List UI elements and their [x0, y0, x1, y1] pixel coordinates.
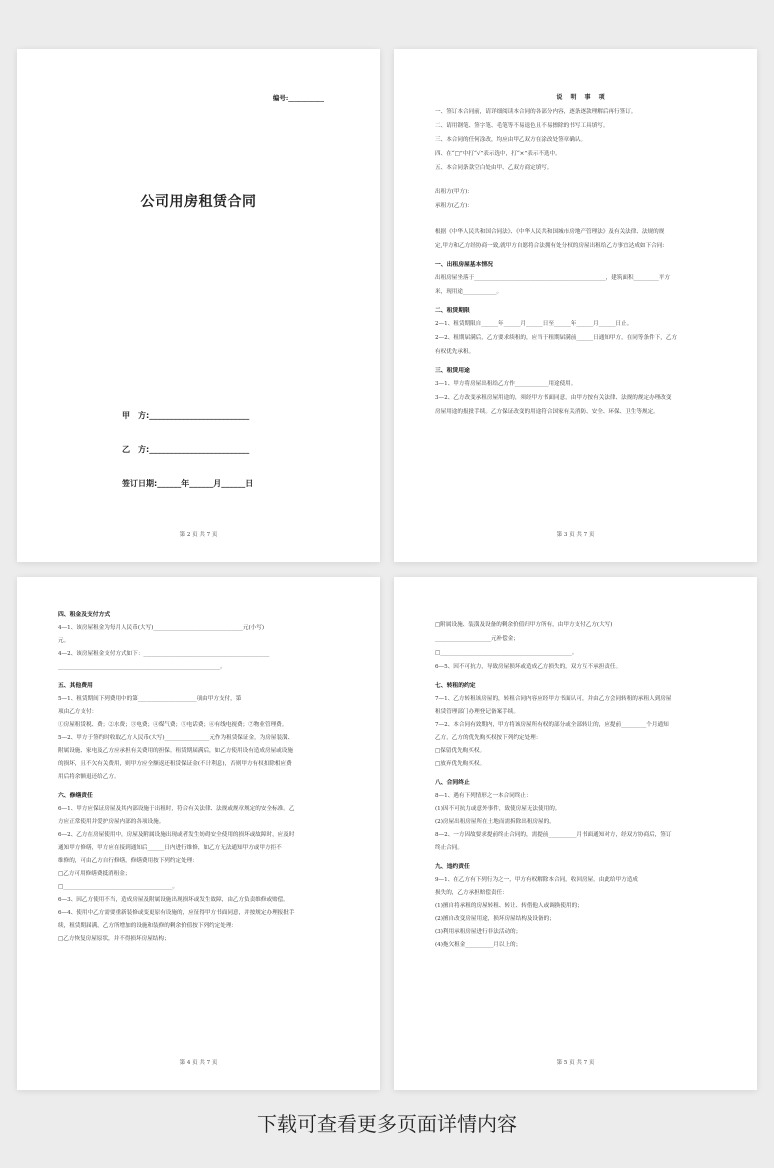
section-heading: 七、转租的约定 [435, 683, 476, 689]
text-line: □放弃优先购买权。 [435, 761, 486, 767]
section-body [58, 695, 352, 781]
page-footer: 第 3 页 共 7 页 [556, 532, 595, 538]
text-line: 项由乙方支付： [58, 709, 98, 715]
lessor-label: 出租方(甲方)： [435, 189, 473, 195]
party-a-line: 甲 方:_________________________ [122, 411, 250, 420]
section-body [435, 792, 729, 852]
text-line: (2)擅自改变房屋用途，损坏房屋结构及设备的； [435, 916, 555, 922]
text-line: 米，现用途____________。 [435, 289, 503, 295]
text-line: □_______________________________________________。 [435, 650, 578, 656]
contract-title: 公司用房租赁合同 [140, 194, 257, 210]
text-line: 6—4、使用中乙方需要重新装修或变更原有设施的，应征得甲方书面同意，并按规定办理报批手 [58, 910, 295, 916]
text-line: __________________________________________________________。 [58, 664, 226, 670]
contract-number-label: 编号:___________ [272, 94, 324, 102]
notes-title: 说 明 事 项 [556, 94, 608, 101]
text-line: 附属设施、家电及乙方应承担有关费用的担保。租赁期届满后，如乙方使用设有造成房屋或设施 [58, 748, 293, 754]
text-line: 的损坏，且不欠有关费用，则甲方应全额返还租赁保证金(不计利息)，否则甲方有权扣除相应费 [58, 761, 292, 767]
text-line: 通知甲方修缮，甲方应在接到通知后______日内进行维修，如乙方无法通知甲方或甲方拒不 [58, 845, 282, 851]
text-line: (2)房屋出租房屋所在土地而需拆除出租房屋的。 [435, 819, 555, 825]
page-footer: 第 2 页 共 7 页 [179, 532, 218, 538]
text-line: 五、本合同条款空白处由甲、乙双方商定填写。 [435, 165, 553, 171]
text-line: 6—2、乙方在房屋使用中，房屋及附属设施出现或者发生妨碍安全使用的损坏或故障时，应及时 [58, 832, 295, 838]
section-body [435, 320, 729, 356]
text-line: 租赁管理部门办理登记备案手续。 [435, 709, 519, 715]
lessee-label: 承租方(乙方)： [435, 203, 473, 209]
document-page-cover [17, 49, 380, 562]
section-heading: 八、合同终止 [435, 780, 470, 786]
section-heading: 三、租赁用途 [435, 368, 470, 374]
sign-date-line: 签订日期:______年______月______日 [122, 479, 254, 488]
text-line: □乙方可用修缮费抵消租金； [58, 871, 131, 877]
text-line: □附属设施、装潢及设备的剩余价值归甲方所有，由甲方支付乙方(大写) [435, 622, 613, 628]
text-line: 4—1、该房屋租金为每月人民币(大写)________________________________元(小写) [58, 625, 265, 631]
text-line: 9—1、在乙方有下列行为之一，甲方有权解除本合同，收回房屋，由此给甲方造成 [435, 877, 638, 883]
section-heading: 五、其他费用 [58, 683, 93, 689]
text-line: 元。 [58, 638, 70, 644]
party-b-line: 乙 方:_________________________ [122, 445, 250, 454]
text-line: 三、本合同的任何涂改，均应由甲乙双方在涂改处签章确认。 [435, 137, 587, 143]
text-line: 5—1、租赁期间下列费用中的第_____________________项由甲方支付，第 [58, 696, 242, 702]
text-line: 3—1、甲方将房屋出租给乙方作____________用途使用。 [435, 381, 577, 387]
section-body [435, 274, 729, 296]
text-line: 根据《中华人民共和国合同法》、《中华人民共和国城市房地产管理法》及有关法律、法规的规 [435, 229, 665, 235]
text-line: 6—1、甲方应保证房屋及其内部设施于出租时，符合有关法律、法规或规章规定的安全标准。乙 [58, 806, 295, 812]
text-line: 用后将余额退还给乙方。 [58, 774, 120, 780]
text-line: 2—2、租期届满后，乙方要求续租的，应当于租期届满前______日通知甲方，在同等条件下，乙方 [435, 335, 678, 341]
section-heading: 二、租赁期限 [435, 308, 470, 314]
text-line: 出租房屋坐落于_______________________________________________，建筑面积_________平方 [435, 275, 670, 281]
section-body [58, 624, 352, 671]
section-heading: 九、违约责任 [435, 864, 470, 870]
text-line: (1)因不可抗力或意外事件，致使房屋无法使用的。 [435, 806, 561, 812]
text-line: 终止合同。 [435, 845, 463, 851]
section-body [435, 695, 729, 768]
text-line: 6—3、因乙方使用不当，造成房屋及附属设施出现损坏或发生故障，由乙方负责维修或赔偿。 [58, 897, 289, 903]
text-line: 8—1、遇有下列情形之一本合同终止： [435, 793, 532, 799]
text-line: 维修的，可由乙方自行修缮，修缮费用按下列约定处理： [58, 858, 198, 864]
section-body [435, 876, 729, 949]
section-heading: 六、修缮责任 [58, 793, 93, 799]
text-line: (3)利用承租房屋进行非法活动的； [435, 929, 522, 935]
text-line: 二、请用钢笔、签字笔、毛笔等不易退色且不易擦除的书写工具填写。 [435, 123, 609, 129]
text-line: 乙方，乙方的优先购买权按下列约定处理： [435, 735, 542, 741]
text-line: 四、在“□”中打“√”表示选中，打“×”表示不选中。 [435, 151, 561, 157]
text-line: ____________________元补偿金； [435, 636, 519, 642]
text-line: 3—2、乙方改变承租房屋用途的，须经甲方书面同意，由甲方按有关法律、法规的规定办理改变 [435, 395, 672, 401]
text-line: 7—2、本合同有效期内，甲方将该房屋所有权的部分或全部转让的，应提前_________个月通知 [435, 722, 669, 728]
text-line: 续，租赁期届满，乙方所增加的设施和装修的剩余价值按下列约定处理： [58, 923, 238, 929]
text-line: 损失的，乙方承担赔偿责任： [435, 890, 508, 896]
text-line: □_______________________________________。 [58, 884, 178, 890]
text-line: 6—5、因不可抗力，导致房屋损坏或造成乙方损失的，双方互不承担责任。 [435, 664, 622, 670]
download-caption: 下载可查看更多页面详情内容 [257, 1112, 517, 1136]
text-line: 4—2、该房屋租金支付方式如下：_____________________________________________ [58, 651, 270, 657]
text-line: (4)拖欠租金__________月以上的； [435, 942, 522, 948]
text-line: ①房屋租赁税、费；②水费；③电费；④煤气费；⑤电话费；⑥有线电视费；⑦物业管理费。 [58, 722, 288, 728]
text-line: 房屋用途的报批手续。乙方保证改变的用途符合国家有关消防、安全、环保、卫生等规定。 [435, 409, 659, 415]
document-page-notes [394, 49, 757, 562]
section-heading: 四、租金及支付方式 [58, 612, 111, 618]
text-line: 7—1、乙方转租该房屋的，转租合同内容应经甲方书面认可，并由乙方会同转租的承租人到房屋 [435, 696, 672, 702]
page-footer: 第 4 页 共 7 页 [179, 1060, 218, 1066]
text-line: 8—2、一方因故要求提前终止合同的，需提前__________月书面通知对方，经双方协商后，签订 [435, 832, 672, 838]
document-page-terms [394, 577, 757, 1090]
text-line: □保留优先购买权。 [435, 748, 486, 754]
text-line: (1)擅自将承租的房屋转租、转让、转借他人或调换使用的； [435, 903, 583, 909]
section-body [435, 380, 729, 416]
section-heading: 一、出租房屋基本情况 [435, 262, 493, 268]
text-line: 2—1、租赁期限自______年______月______日至______年______月______日止。 [435, 321, 633, 327]
text-line: 5—2、甲方于签约时收取乙方人民币(大写)________________元作为租赁保证金，为房屋装潢、 [58, 735, 294, 741]
text-line: 有权优先承租。 [435, 349, 475, 355]
document-page-rent [17, 577, 380, 1090]
text-line: 定,甲方和乙方经协商一致,就甲方自愿将合法拥有处分权的房屋出租给乙方事宜达成如下合同: [435, 243, 665, 249]
text-line: 方应正常使用并爱护房屋内部的各项设施。 [58, 819, 165, 825]
text-line: 一、签订本合同前，请详细阅读本合同的各部分内容，逐条逐款理解后再行签订。 [435, 109, 637, 115]
text-line: □乙方恢复房屋原状，并不得损坏房屋结构； [58, 936, 170, 942]
page-footer: 第 5 页 共 7 页 [556, 1060, 595, 1066]
section-body [58, 805, 352, 943]
